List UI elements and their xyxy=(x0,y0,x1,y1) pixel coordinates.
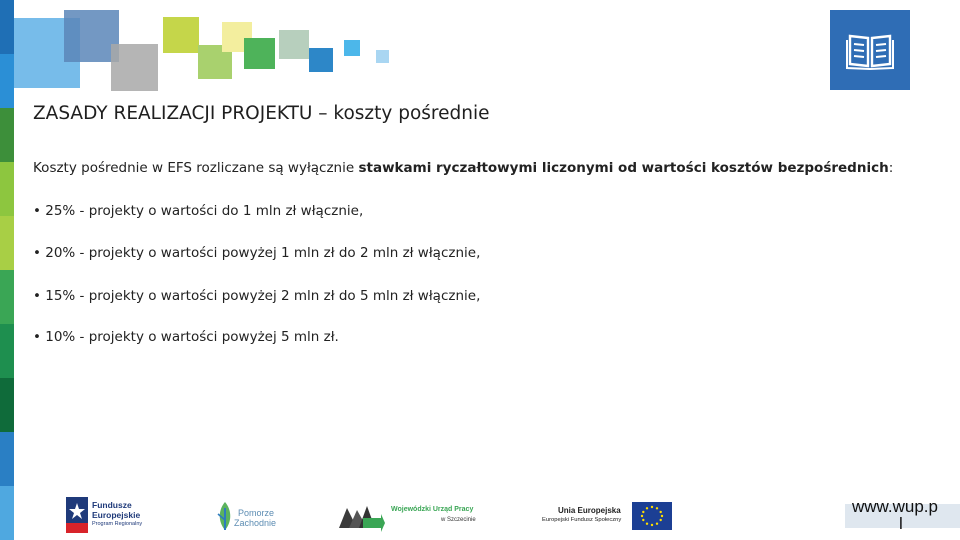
stripe-segment xyxy=(0,0,14,54)
lead-paragraph xyxy=(33,160,893,176)
eu-flag-icon xyxy=(632,502,672,530)
mosaic-square xyxy=(244,38,275,69)
wup-emblem-icon xyxy=(337,502,385,532)
logo4-line2: Europejski Fundusz Społeczny xyxy=(542,517,622,523)
lead-plain: Koszty pośrednie w EFS rozliczane są wyłącznie xyxy=(33,160,359,176)
unia-europejska-logo xyxy=(540,500,680,534)
stripe-segment xyxy=(0,108,14,162)
logo1-line1: Fundusze xyxy=(92,500,132,510)
stripe-segment xyxy=(0,270,14,324)
stripe-segment xyxy=(0,216,14,270)
bullet-item: • 10% - projekty o wartości powyżej 5 mln zł. xyxy=(33,329,339,345)
fe-star-icon xyxy=(66,497,88,533)
left-color-stripe xyxy=(0,0,14,540)
book-tile xyxy=(830,10,910,90)
lead-bold: stawkami ryczałtowymi liczonymi od wartości kosztów bezpośrednich xyxy=(358,160,889,176)
logo1-line2: Europejskie xyxy=(92,510,141,520)
bullet-item: • 25% - projekty o wartości do 1 mln zł włącznie, xyxy=(33,203,364,219)
mosaic-square xyxy=(309,48,333,72)
stripe-segment xyxy=(0,378,14,432)
url-text[interactable]: www.wup.p xyxy=(852,497,938,516)
mosaic-square xyxy=(279,30,309,59)
stripe-segment xyxy=(0,162,14,216)
wup-logo xyxy=(337,500,482,534)
open-book-icon xyxy=(846,30,894,70)
stripe-segment xyxy=(0,486,14,540)
fundusze-europejskie-logo xyxy=(66,496,166,536)
logo2-line1: Pomorze xyxy=(238,508,275,518)
pomorze-zachodnie-logo xyxy=(214,498,284,534)
logo2-line2: Zachodnie xyxy=(234,518,277,528)
logo4-line1: Unia Europejska xyxy=(558,506,621,515)
logo3-line2: w Szczecinie xyxy=(441,517,476,523)
logo1-line3: Program Regionalny xyxy=(92,521,143,527)
stripe-segment xyxy=(0,54,14,108)
url-text-wrap[interactable]: l xyxy=(899,514,903,533)
stripe-segment xyxy=(0,324,14,378)
mosaic-square xyxy=(376,50,389,63)
slide-title: ZASADY REALIZACJI PROJEKTU – koszty pośrednie xyxy=(33,103,490,124)
leaf-icon xyxy=(214,500,236,532)
stripe-segment xyxy=(0,432,14,486)
bullet-item: • 20% - projekty o wartości powyżej 1 mln zł do 2 mln zł włącznie, xyxy=(33,245,481,261)
mosaic-square xyxy=(163,17,199,53)
bullet-item: • 15% - projekty o wartości powyżej 2 mln zł do 5 mln zł włącznie, xyxy=(33,288,481,304)
mosaic-square xyxy=(111,44,158,91)
logo3-line1: Wojewódzki Urząd Pracy xyxy=(391,506,474,513)
mosaic-square xyxy=(344,40,360,56)
lead-end: : xyxy=(888,160,894,176)
